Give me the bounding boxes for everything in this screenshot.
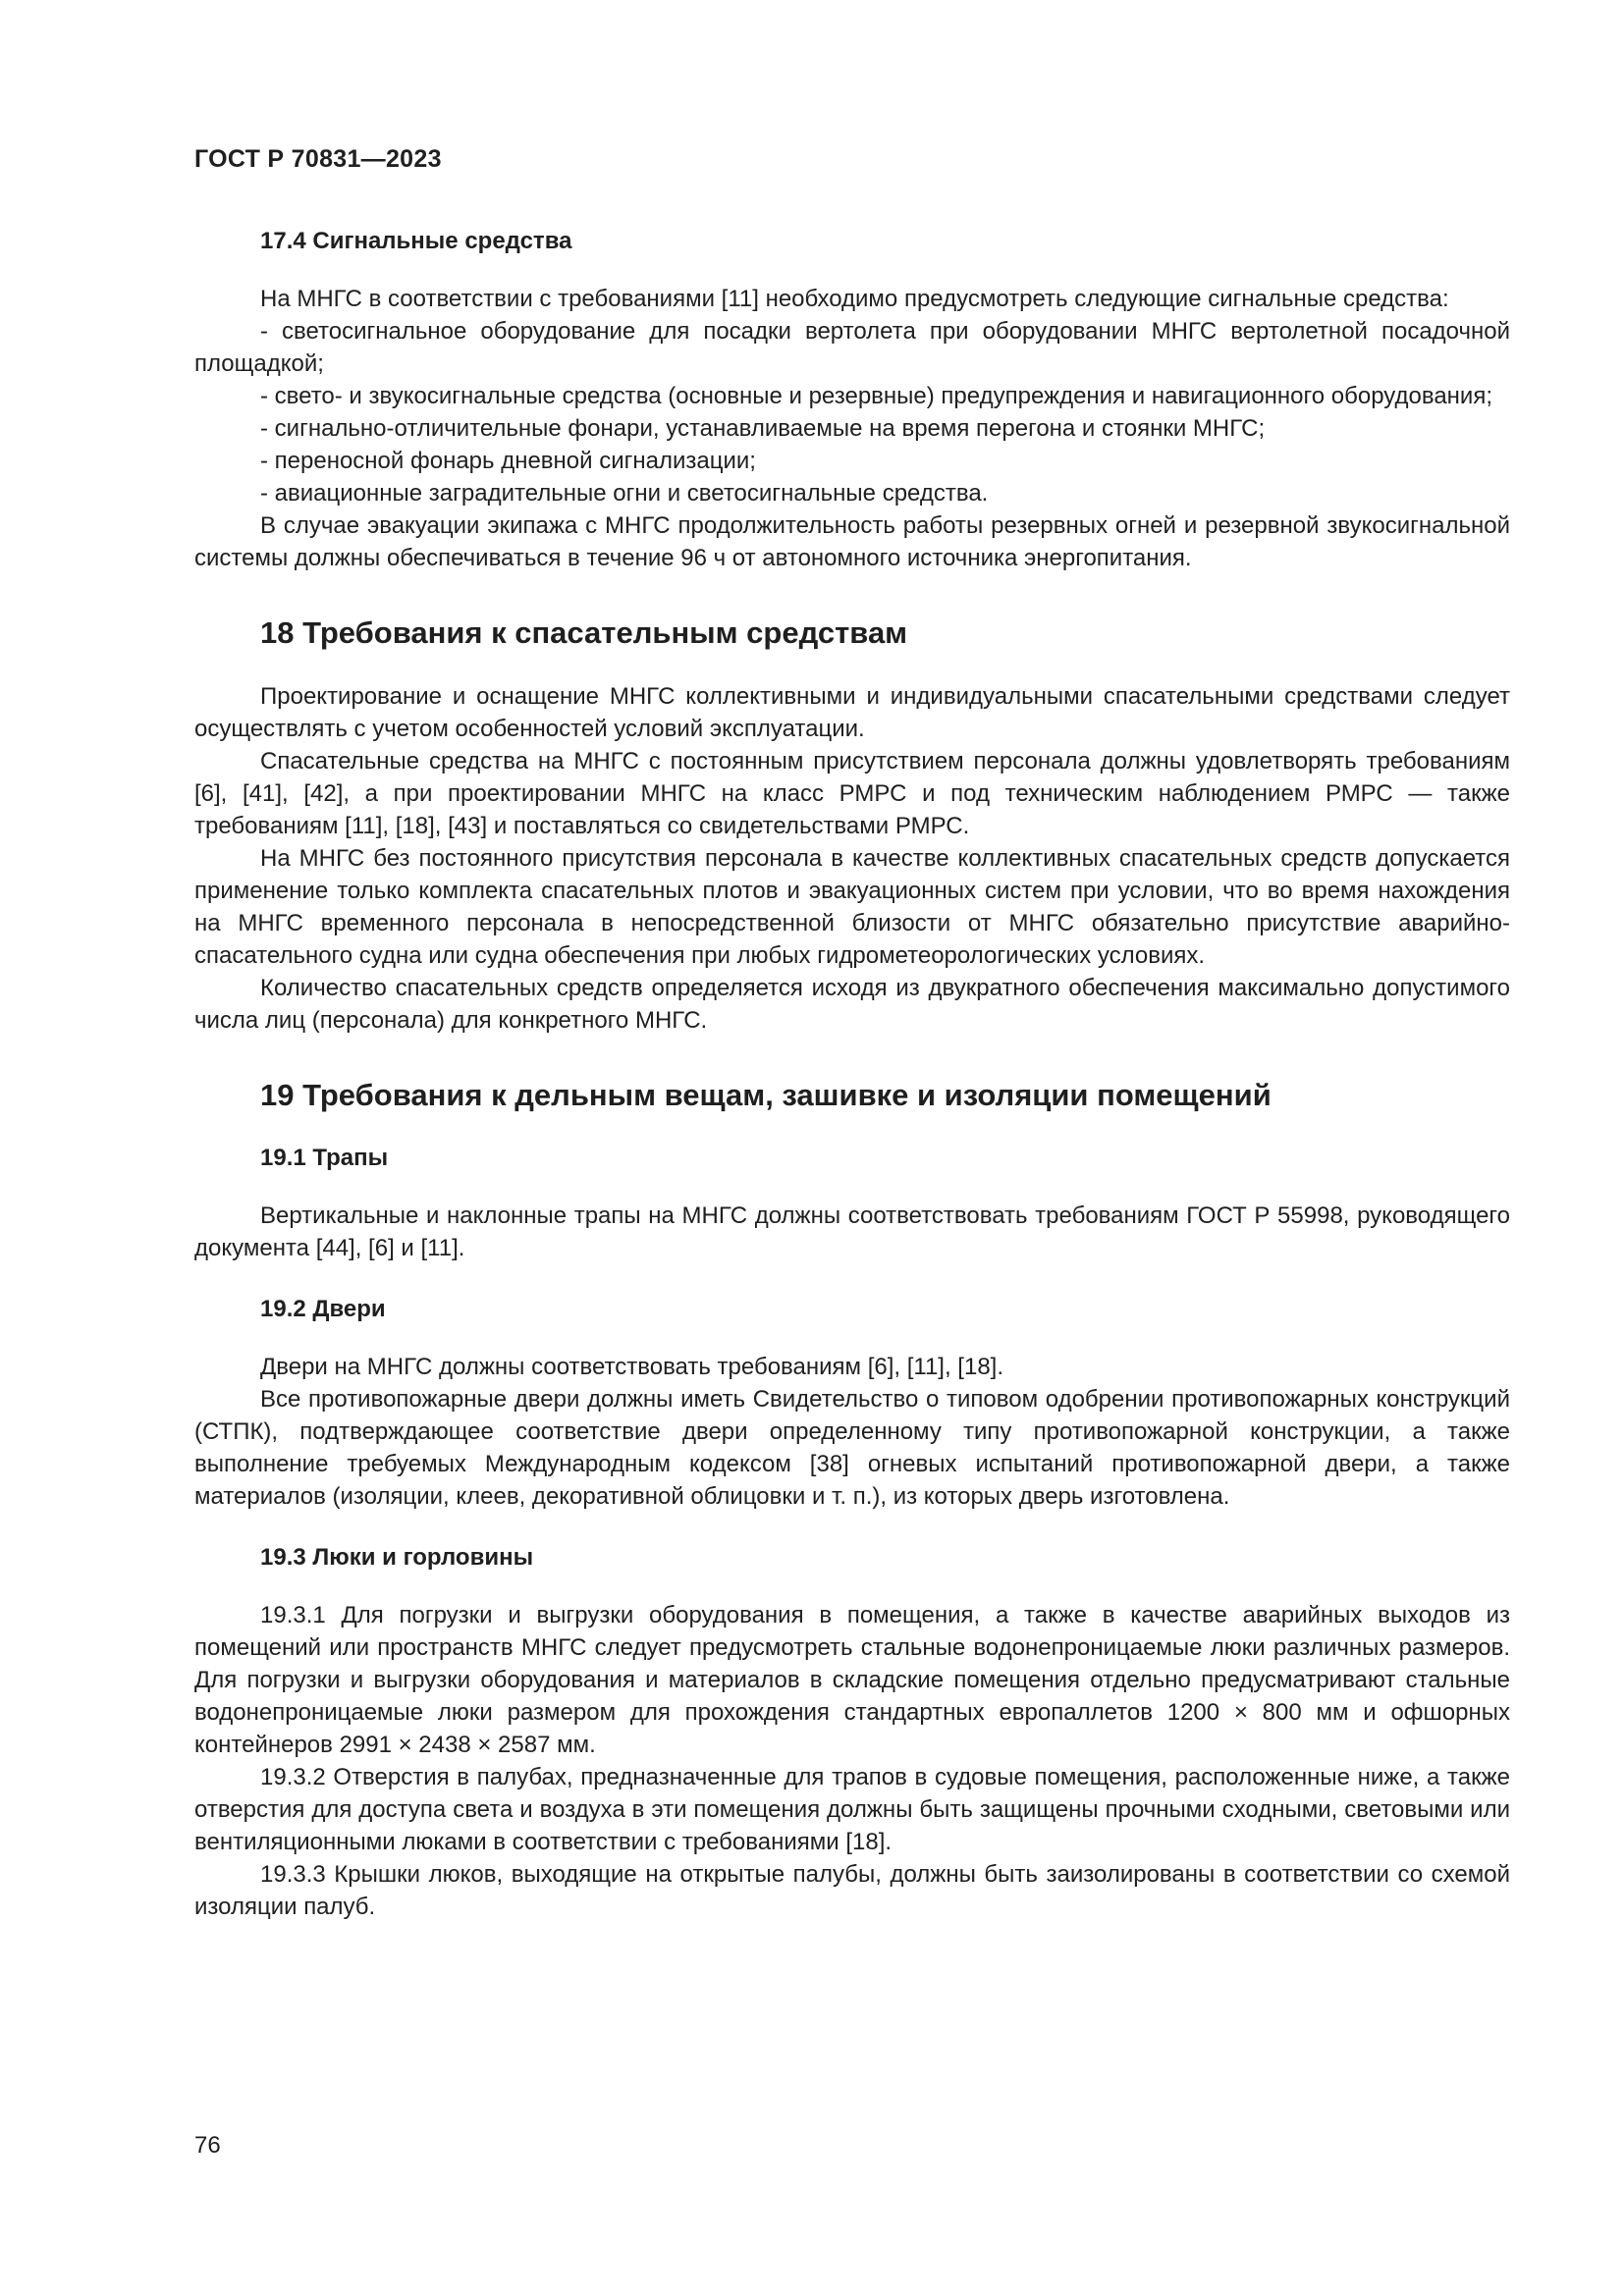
subsection-title-19-2: 19.2 Двери <box>260 1296 386 1322</box>
subsection-19-3 <box>194 1599 1510 1923</box>
list-item: - авиационные заградительные огни и светосигнальные средства. <box>260 480 989 507</box>
list-item: - светосигнальное оборудование для посадки вертолета при оборудовании МНГС вертолетной посадочной площадкой; <box>194 318 1510 377</box>
subsection-19-2 <box>194 1351 1510 1513</box>
paragraph: 19.3.3 Крышки люков, выходящие на открытые палубы, должны быть заизолированы в соответствии со схемой изоляции палуб. <box>194 1861 1510 1920</box>
paragraph: На МНГС без постоянного присутствия персонала в качестве коллективных спасательных средств допускается применение только комплекта спасательных плотов и эвакуационных систем при условии, что во время нахождения на МНГС временного персонала в непосредственной близости от МНГС обязательно присутствие аварийно-спасательного судна или судна обеспечения при любых гидрометеорологических условиях. <box>194 845 1510 969</box>
document-header: ГОСТ Р 70831—2023 <box>194 145 442 173</box>
paragraph: 19.3.1 Для погрузки и выгрузки оборудования в помещения, а также в качестве аварийных выходов из помещений или пространств МНГС следует предусмотреть стальные водонепроницаемые люки различных размеров. Для погрузки и выгрузки оборудования и материалов в складские помещения отдельно предусматривают стальные водонепроницаемые люки размером для прохождения стандартных европаллетов 1200 × 800 мм и офшорных контейнеров 2991 × 2438 × 2587 мм. <box>194 1602 1510 1758</box>
paragraph: Двери на МНГС должны соответствовать требованиям [6], [11], [18]. <box>260 1354 1004 1380</box>
paragraph: Количество спасательных средств определяется исходя из двукратного обеспечения максимально допустимого числа лиц (персонала) для конкретного МНГС. <box>194 975 1510 1034</box>
document-page <box>194 0 1510 2296</box>
paragraph: Спасательные средства на МНГС с постоянным присутствием персонала должны удовлетворять требованиям [6], [41], [42], а при проектировании МНГС на класс РМРС и под техническим наблюдением РМРС — также требованиям [11], [18], [43] и поставляться со свидетельствами РМРС. <box>194 748 1510 839</box>
page-number: 76 <box>194 2132 221 2159</box>
section-18 <box>194 680 1510 1037</box>
section-title-18: 18 Требования к спасательным средствам <box>260 615 908 650</box>
paragraph: На МНГС в соответствии с требованиями [11] необходимо предусмотреть следующие сигнальные средства: <box>260 286 1449 312</box>
subsection-title-17-4: 17.4 Сигнальные средства <box>260 228 572 254</box>
paragraph: 19.3.2 Отверстия в палубах, предназначенные для трапов в судовые помещения, расположенные ниже, а также отверстия для доступа света и воздуха в эти помещения должны быть защищены прочными сходными, световыми или вентиляционными люками в соответствии с требованиями [18]. <box>194 1764 1510 1855</box>
subsection-17-4 <box>194 283 1510 574</box>
subsection-title-19-3: 19.3 Люки и горловины <box>260 1544 534 1571</box>
document-body <box>194 226 1510 1923</box>
list-item: - сигнально-отличительные фонари, устанавливаемые на время перегона и стоянки МНГС; <box>260 415 1266 442</box>
list-item: - свето- и звукосигнальные средства (основные и резервные) предупреждения и навигационного оборудования; <box>260 383 1492 409</box>
section-title-19: 19 Требования к дельным вещам, зашивке и изоляции помещений <box>260 1078 1272 1112</box>
subsection-19-1 <box>194 1200 1510 1264</box>
paragraph: В случае эвакуации экипажа с МНГС продолжительность работы резервных огней и резервной звукосигнальной системы должны обеспечиваться в течение 96 ч от автономного источника энергопитания. <box>194 512 1510 571</box>
paragraph: Проектирование и оснащение МНГС коллективными и индивидуальными спасательными средствами следует осуществлять с учетом особенностей условий эксплуатации. <box>194 683 1510 742</box>
paragraph: Все противопожарные двери должны иметь Свидетельство о типовом одобрении противопожарных конструкций (СТПК), подтверждающее соответствие двери определенному типу противопожарной конструкции, а также выполнение требуемых Международным кодексом [38] огневых испытаний противопожарной двери, а также материалов (изоляции, клеев, декоративной облицовки и т. п.), из которых дверь изготовлена. <box>194 1386 1510 1510</box>
subsection-title-19-1: 19.1 Трапы <box>260 1145 389 1171</box>
paragraph: Вертикальные и наклонные трапы на МНГС должны соответствовать требованиям ГОСТ Р 55998, руководящего документа [44], [6] и [11]. <box>194 1202 1510 1261</box>
list-item: - переносной фонарь дневной сигнализации; <box>260 448 756 474</box>
